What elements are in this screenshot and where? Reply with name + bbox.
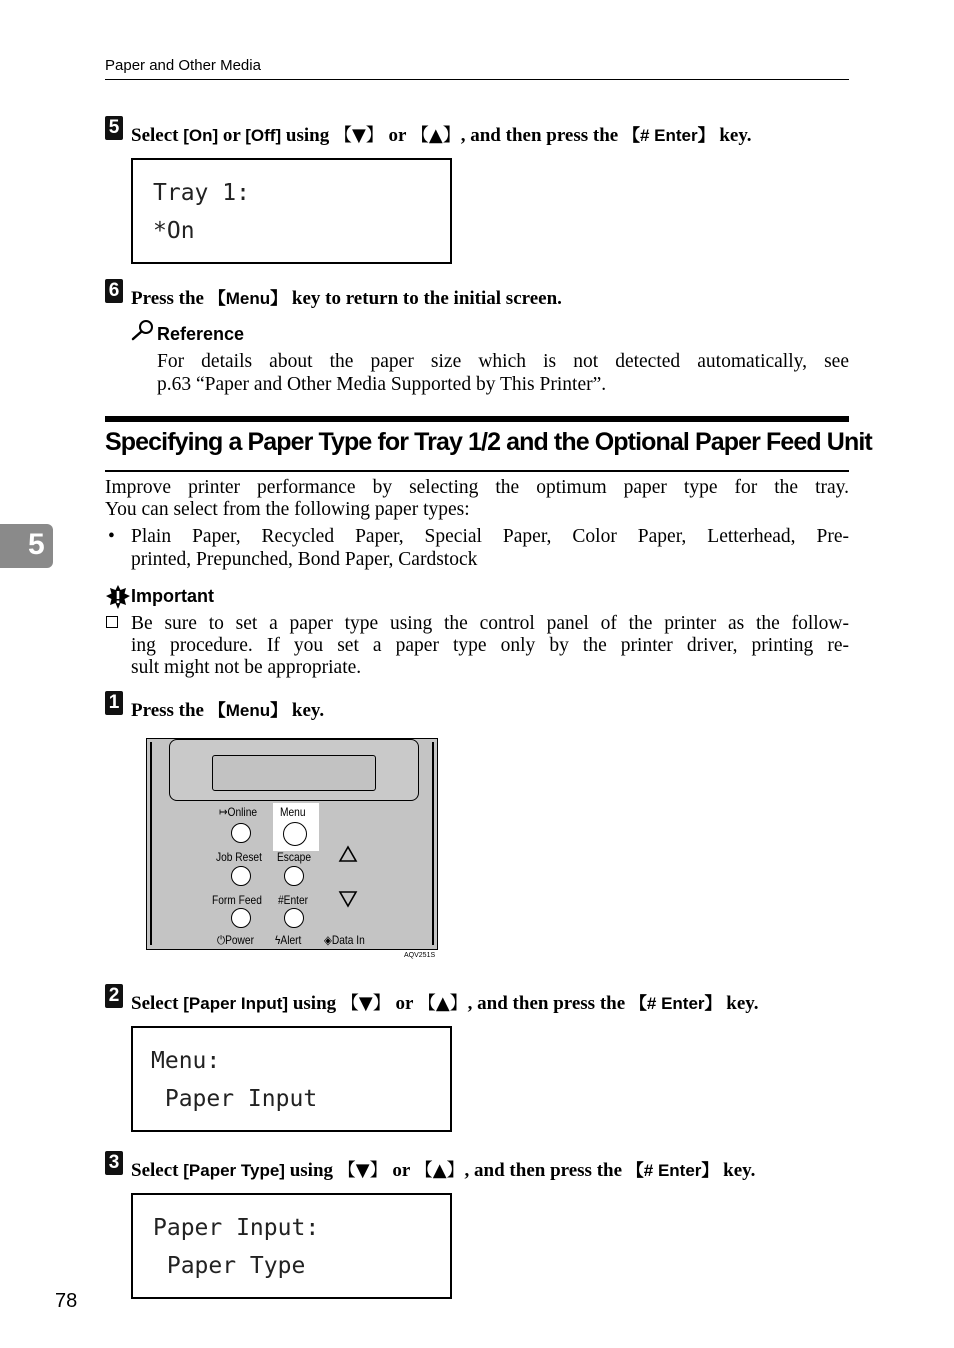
step-number: 5 (105, 116, 123, 140)
chapter-number: 5 (28, 528, 45, 561)
step-number: 2 (105, 984, 123, 1008)
enter-label: #Enter (278, 893, 309, 907)
escape-button[interactable] (284, 866, 304, 886)
intro-line-2: You can select from the following paper types: (105, 499, 470, 520)
online-label: ↦Online (219, 805, 258, 819)
bullet-icon: • (108, 526, 115, 547)
step-3-instruction: Select [Paper Type] using 【▼】 or 【▲】, and then press the 【# Enter】 key. (131, 1160, 756, 1181)
reference-heading: Reference (157, 324, 245, 344)
running-header: Paper and Other Media (105, 57, 849, 80)
page-number: 78 (55, 1290, 78, 1312)
section-rule (105, 470, 849, 472)
lcd-line-1: Tray 1: (153, 180, 250, 206)
control-panel-illustration (146, 738, 438, 950)
bullet-line-1: Plain Paper, Recycled Paper, Special Paper, Color Paper, Letterhead, Pre- (131, 526, 849, 547)
job-reset-label: Job Reset (216, 850, 262, 864)
lcd-line-2: Paper Type (153, 1253, 306, 1279)
power-label: ⏻Power (217, 933, 254, 947)
figure-code: AQV251S (404, 952, 436, 959)
step-5-instruction: Select [On] or [Off] using 【▼】 or 【▲】, and then press the 【# Enter】 key. (131, 125, 752, 146)
down-arrow-icon[interactable] (338, 890, 358, 908)
exclamation-burst-icon (105, 584, 131, 610)
lcd-line-2: *On (153, 218, 195, 244)
step-number: 6 (105, 279, 123, 303)
step-number: 1 (105, 691, 123, 715)
data-in-label: ◈Data In (324, 933, 365, 947)
panel-display-window (212, 755, 376, 791)
step-2-instruction: Select [Paper Input] using 【▼】 or 【▲】, and then press the 【# Enter】 key. (131, 993, 759, 1014)
magnifier-icon (131, 319, 155, 341)
lcd-line-2: Paper Input (151, 1086, 318, 1112)
important-line-1: Be sure to set a paper type using the control panel of the printer as the follow- (131, 613, 849, 634)
checkbox-icon (106, 616, 118, 628)
panel-display-housing (169, 739, 419, 801)
lcd-line-1: Menu: (151, 1048, 221, 1074)
menu-label: Menu (280, 805, 306, 819)
form-feed-button[interactable] (231, 908, 251, 928)
step-number: 3 (105, 1151, 123, 1175)
lcd-display-menu (131, 1026, 452, 1132)
alert-label: ϟAlert (275, 933, 302, 947)
lcd-display-tray (131, 158, 452, 264)
lcd-display-paper-input (131, 1193, 452, 1299)
power-icon: ⏻ (217, 933, 226, 947)
escape-label: Escape (277, 850, 312, 864)
up-arrow-icon[interactable] (338, 845, 358, 863)
intro-line-1: Improve printer performance by selecting the optimum paper type for the tray. (105, 477, 849, 498)
important-heading: Important (131, 586, 214, 606)
alert-icon: ϟ (275, 933, 281, 947)
online-button[interactable] (231, 823, 251, 843)
lcd-line-1: Paper Input: (153, 1215, 320, 1241)
reference-text-line-1: For details about the paper size which is not detected automatically, see (157, 351, 849, 372)
important-line-3: sult might not be appropriate. (131, 657, 362, 678)
section-top-bar (105, 416, 849, 422)
job-reset-button[interactable] (231, 866, 251, 886)
section-title: Specifying a Paper Type for Tray 1/2 and the Optional Paper Feed Unit (105, 428, 872, 456)
menu-button[interactable] (283, 822, 307, 846)
form-feed-label: Form Feed (212, 893, 262, 907)
data-in-icon: ◈ (324, 933, 332, 947)
step-1-instruction: Press the 【Menu】 key. (131, 700, 325, 721)
important-line-2: ing procedure. If you set a paper type only by the printer driver, printing re- (131, 635, 849, 656)
chapter-tab (0, 524, 53, 568)
bullet-line-2: printed, Prepunched, Bond Paper, Cardstock (131, 549, 478, 570)
enter-button[interactable] (284, 908, 304, 928)
reference-text-line-2: p.63 “Paper and Other Media Supported by This Printer”. (157, 374, 607, 395)
step-6-instruction: Press the 【Menu】 key to return to the initial screen. (131, 288, 562, 309)
